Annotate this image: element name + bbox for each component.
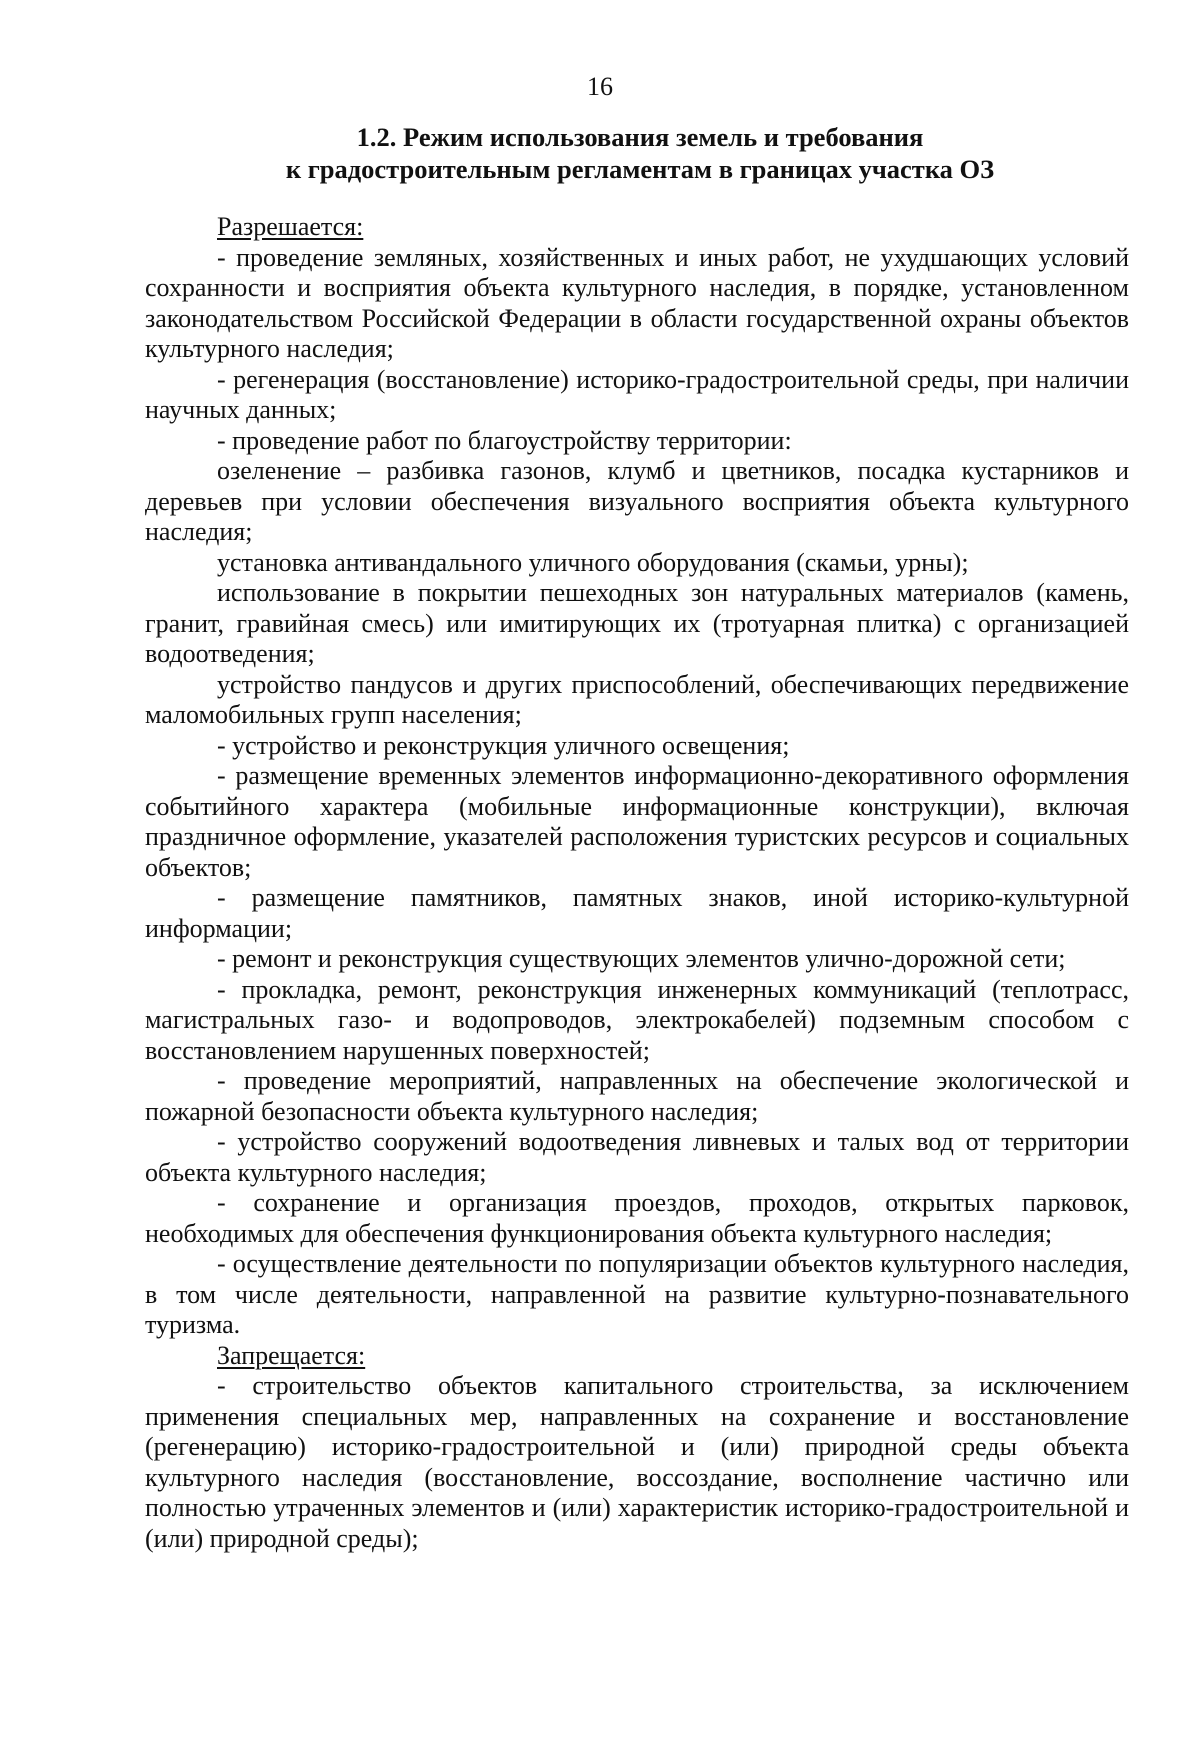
section-heading [150, 121, 1130, 185]
section-heading-line-2: к градостроительным регламентам в границах участка ОЗ [285, 154, 995, 184]
section-heading-line-1: 1.2. Режим использования земель и требования [356, 122, 924, 152]
allowed-item: установка антивандального уличного оборудования (скамьи, урны); [217, 547, 969, 577]
prohibited-item: - строительство объектов капитального строительства, за исключением применения специальных мер, направленных на сохранение и восстановление (регенерацию) историко-градостроительной и (или) природной среды объекта культурного наследия (восстановление, воссоздание, восполнение частично или полностью утраченных элементов и (или) характеристик историко-градостроительной и (или) природной среды); [145, 1371, 1129, 1553]
allowed-item: - устройство сооружений водоотведения ливневых и талых вод от территории объекта культурного наследия; [145, 1127, 1129, 1187]
allowed-item: - регенерация (восстановление) историко-градостроительной среды, при наличии научных данных; [145, 364, 1129, 424]
allowed-label-paragraph [145, 212, 1129, 243]
allowed-item: устройство пандусов и других приспособлений, обеспечивающих передвижение маломобильных групп населения; [145, 669, 1129, 729]
allowed-item: - размещение памятников, памятных знаков, иной историко-культурной информации; [145, 883, 1129, 943]
allowed-item: использование в покрытии пешеходных зон натуральных материалов (камень, гранит, гравийная смесь) или имитирующих их (тротуарная плитка) с организацией водоотведения; [145, 578, 1129, 668]
allowed-item: озеленение – разбивка газонов, клумб и цветников, посадка кустарников и деревьев при условии обеспечения визуального восприятия объекта культурного наследия; [145, 456, 1129, 546]
document-body [145, 212, 1129, 1554]
allowed-item: - проведение работ по благоустройству территории: [217, 425, 792, 455]
allowed-item: - устройство и реконструкция уличного освещения; [217, 730, 790, 760]
allowed-item: - размещение временных элементов информационно-декоративного оформления событийного характера (мобильные информационные конструкции), включая праздничное оформление, указателей расположения туристских ресурсов и социальных объектов; [145, 761, 1129, 882]
allowed-item: - ремонт и реконструкция существующих элементов улично-дорожной сети; [217, 944, 1066, 973]
allowed-item: - сохранение и организация проездов, проходов, открытых парковок, необходимых для обеспечения функционирования объекта культурного наследия; [145, 1188, 1129, 1248]
page-number: 16 [587, 72, 613, 101]
prohibited-label: Запрещается: [217, 1340, 366, 1370]
allowed-item: - осуществление деятельности по популяризации объектов культурного наследия, в том числе деятельности, направленной на развитие культурно-познавательного туризма. [145, 1249, 1129, 1339]
allowed-item: - проведение мероприятий, направленных на обеспечение экологической и пожарной безопасности объекта культурного наследия; [145, 1066, 1129, 1126]
allowed-label: Разрешается: [217, 212, 364, 241]
prohibited-label-paragraph [145, 1341, 1129, 1372]
allowed-item: - прокладка, ремонт, реконструкция инженерных коммуникаций (теплотрасс, магистральных газо- и водопроводов, электрокабелей) подземным способом с восстановлением нарушенных поверхностей; [145, 974, 1129, 1065]
allowed-item: - проведение земляных, хозяйственных и иных работ, не ухудшающих условий сохранности и восприятия объекта культурного наследия, в порядке, установленном законодательством Российской Федерации в области государственной охраны объектов культурного наследия; [145, 242, 1129, 363]
